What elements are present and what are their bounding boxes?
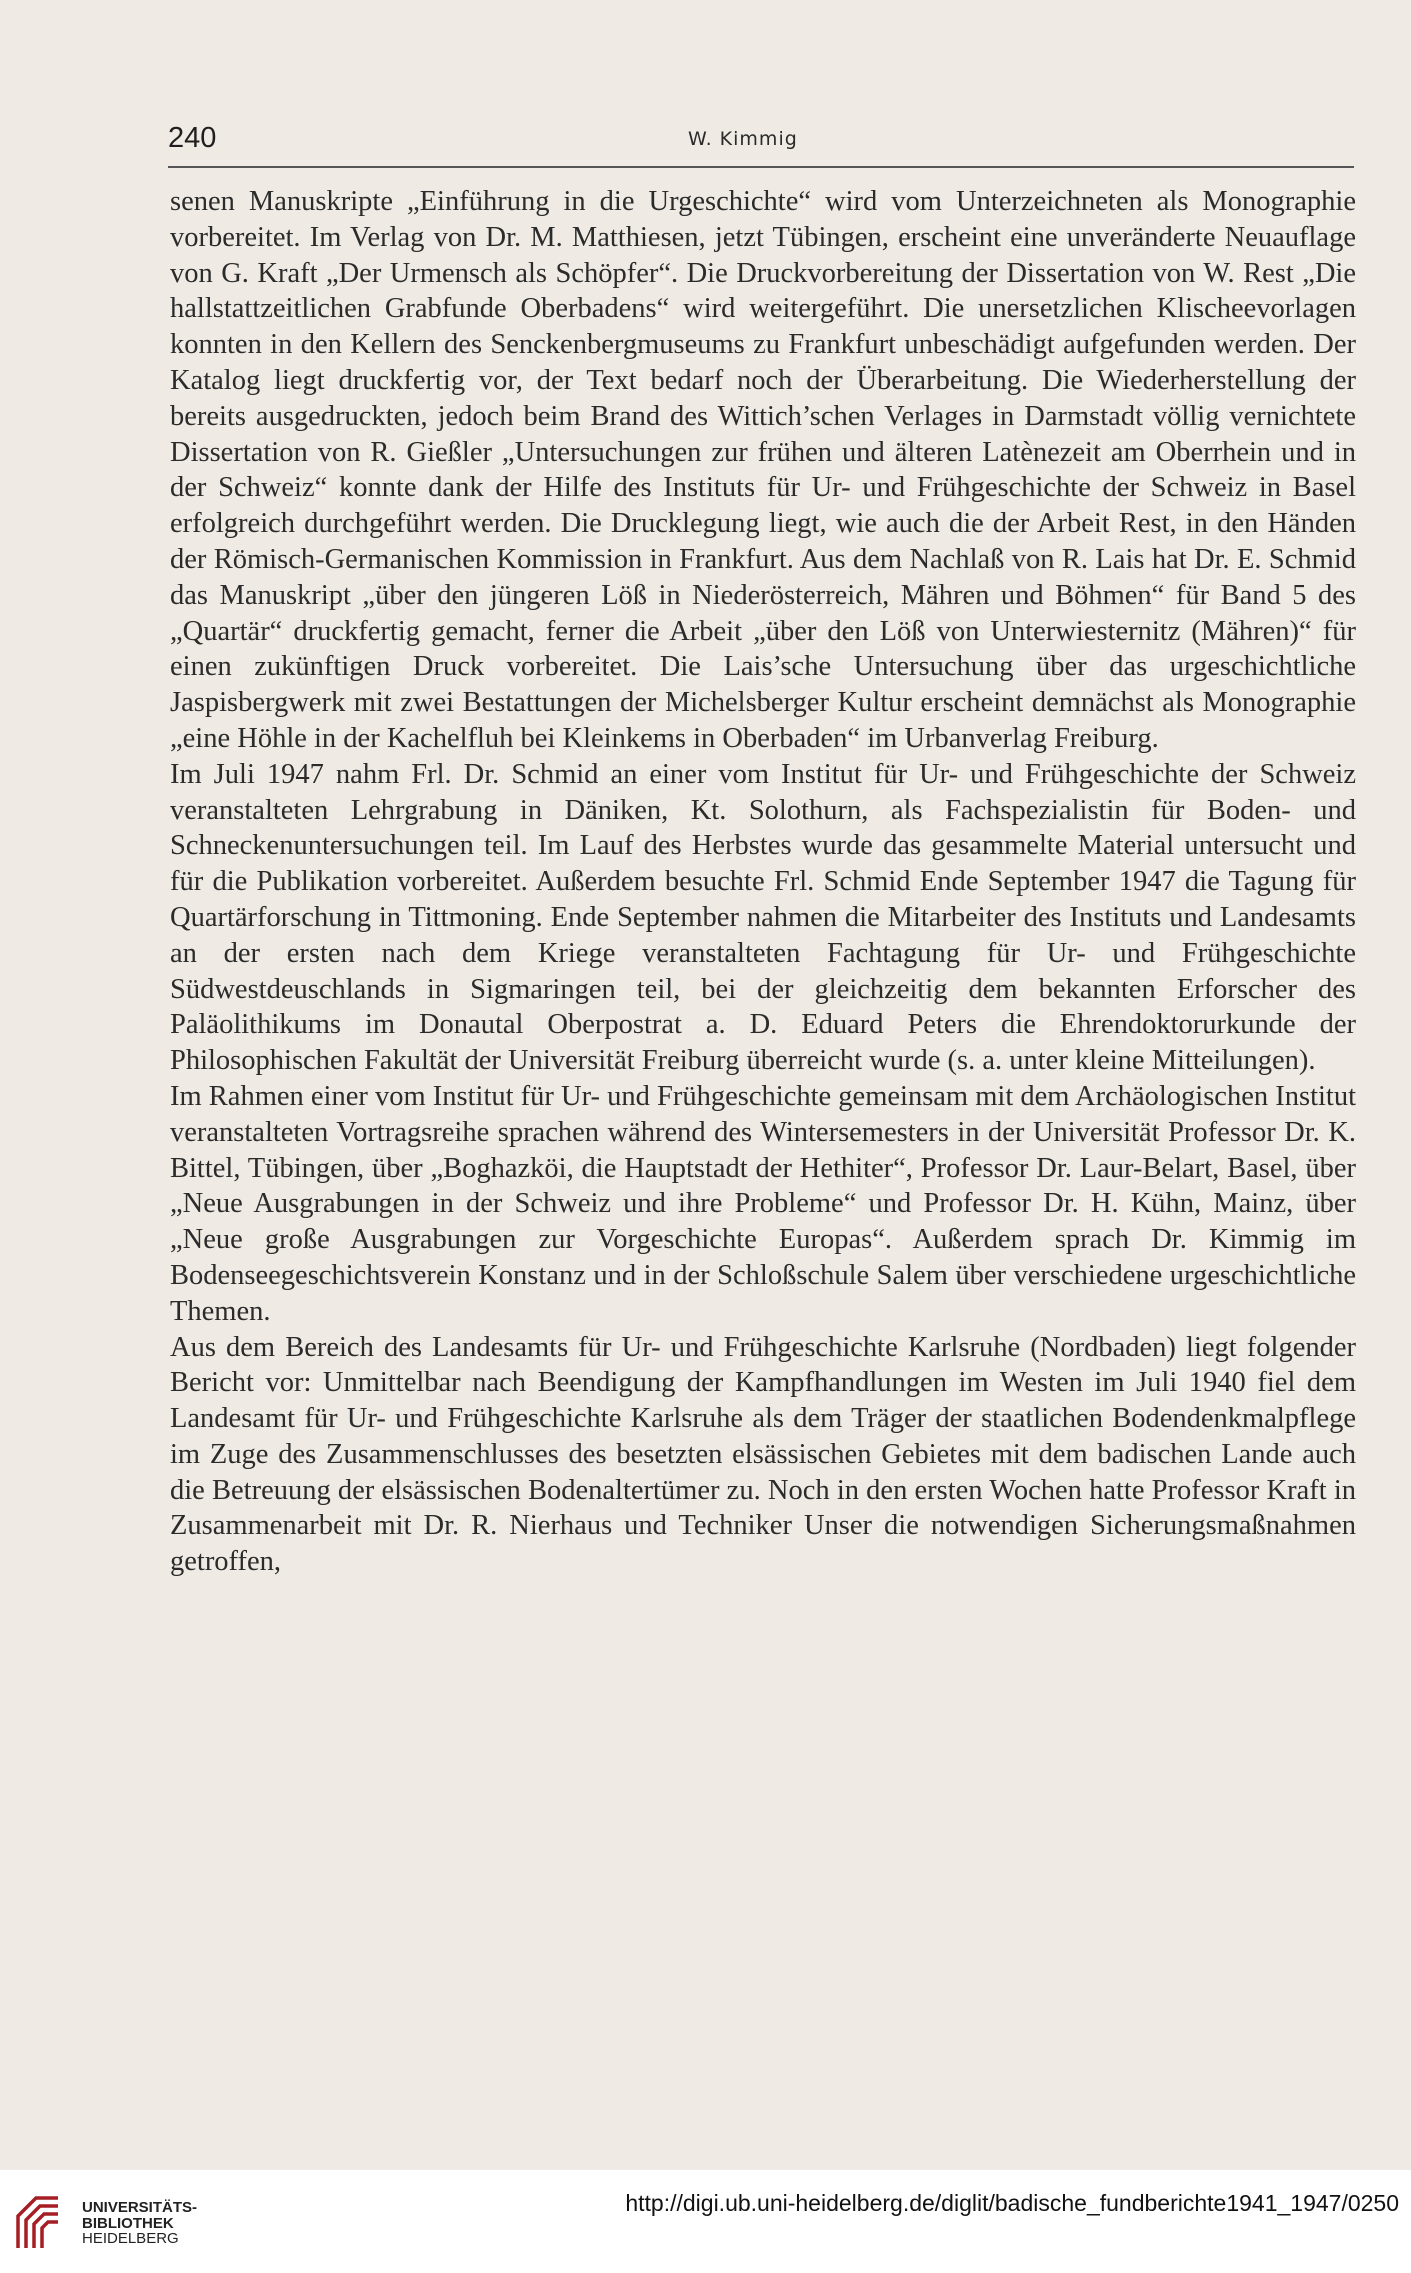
running-head: W. Kimmig xyxy=(688,128,798,150)
body-text xyxy=(170,184,1356,1580)
library-name-line: BIBLIOTHEK xyxy=(82,2214,174,2232)
footer-bar xyxy=(0,2170,1411,2273)
paragraph: senen Manuskripte „Einführung in die Urgeschichte“ wird vom Unterzeichneten als Monographie vorbereitet. Im Verlag von Dr. M. Matthiesen, jetzt Tübingen, erscheint eine unveränderte Neuauflage von G. Kraft „Der Urmensch als Schöpfer“. Die Druckvorbereitung der Dissertation von W. Rest „Die hallstattzeitlichen Grabfunde Oberbadens“ wird weitergeführt. Die unersetzlichen Klischeevorlagen konnten in den Kellern des Senckenbergmuseums zu Frankfurt unbeschädigt aufgefunden werden. Der Katalog liegt druckfertig vor, der Text bedarf noch der Überarbeitung. Die Wiederherstellung der bereits ausgedruckten, jedoch beim Brand des Wittich’schen Verlages in Darmstadt völlig vernichtete Dissertation von R. Gießler „Untersuchungen zur frühen und älteren Latènezeit am Oberrhein und in der Schweiz“ konnte dank der Hilfe des Instituts für Ur- und Frühgeschichte der Schweiz in Basel erfolgreich durchgeführt werden. Die Drucklegung liegt, wie auch die der Arbeit Rest, in den Händen der Römisch-Germanischen Kommission in Frankfurt. Aus dem Nachlaß von R. Lais hat Dr. E. Schmid das Manuskript „über den jüngeren Löß in Niederösterreich, Mähren und Böhmen“ für Band 5 des „Quartär“ druckfertig gemacht, ferner die Arbeit „über den Löß von Unterwiesternitz (Mähren)“ für einen zukünftigen Druck vorbereitet. Die Lais’sche Untersuchung über das urgeschichtliche Jaspisbergwerk mit zwei Bestattungen der Michelsberger Kultur erscheint demnächst als Monographie „eine Höhle in der Kachelfluh bei Kleinkems in Oberbaden“ im Urbanverlag Freiburg. xyxy=(170,186,1356,754)
page-header xyxy=(168,122,1354,168)
library-name-line: UNIVERSITÄTS- xyxy=(82,2199,198,2216)
library-name xyxy=(82,2200,197,2247)
library-logo-icon xyxy=(14,2190,74,2252)
source-url-link[interactable]: http://digi.ub.uni-heidelberg.de/diglit/badische_fundberichte1941_1947/0250 xyxy=(625,2190,1399,2216)
paragraph: Im Juli 1947 nahm Frl. Dr. Schmid an einer vom Institut für Ur- und Frühgeschichte der Schweiz veranstalteten Lehrgrabung in Däniken, Kt. Solothurn, als Fachspezialistin für Boden- und Schneckenuntersuchungen teil. Im Lauf des Herbstes wurde das gesammelte Material untersucht und für die Publikation vorbereitet. Außerdem besuchte Frl. Schmid Ende September 1947 die Tagung für Quartärforschung in Tittmoning. Ende September nahmen die Mitarbeiter des Instituts und Landesamts an der ersten nach dem Kriege veranstalteten Fachtagung für Ur- und Frühgeschichte Südwestdeuschlands in Sigmaringen teil, bei der gleichzeitig dem bekannten Erforscher des Paläolithikums im Donautal Oberpostrat a. D. Eduard Peters die Ehrendoktorurkunde der Philosophischen Fakultät der Universität Freiburg überreicht wurde (s. a. unter kleine Mitteilungen). xyxy=(170,758,1356,1077)
page-number: 240 xyxy=(168,122,217,154)
library-name-line: HEIDELBERG xyxy=(82,2230,179,2247)
paragraph: Aus dem Bereich des Landesamts für Ur- und Frühgeschichte Karlsruhe (Nordbaden) liegt folgender Bericht vor: Unmittelbar nach Beendigung der Kampfhandlungen im Westen im Juli 1940 fiel dem Landesamt für Ur- und Frühgeschichte Karlsruhe als dem Träger der staatlichen Bodendenkmalpflege im Zuge des Zusammenschlusses des besetzten elsässischen Gebietes mit dem badischen Lande auch die Betreuung der elsässischen Bodenaltertümer zu. Noch in den ersten Wochen hatte Professor Kraft in Zusammenarbeit mit Dr. R. Nierhaus und Techniker Unser die notwendigen Sicherungsmaßnahmen getroffen, xyxy=(170,1331,1356,1578)
paragraph: Im Rahmen einer vom Institut für Ur- und Frühgeschichte gemeinsam mit dem Archäologischen Institut veranstalteten Vortragsreihe sprachen während des Wintersemesters in der Universität Professor Dr. K. Bittel, Tübingen, über „Boghazköi, die Hauptstadt der Hethiter“, Professor Dr. Laur-Belart, Basel, über „Neue Ausgrabungen in der Schweiz und ihre Probleme“ und Professor Dr. H. Kühn, Mainz, über „Neue große Ausgrabungen zur Vorgeschichte Europas“. Außerdem sprach Dr. Kimmig im Bodenseegeschichtsverein Konstanz und in der Schloßschule Salem über verschiedene urgeschichtliche Themen. xyxy=(170,1080,1356,1327)
